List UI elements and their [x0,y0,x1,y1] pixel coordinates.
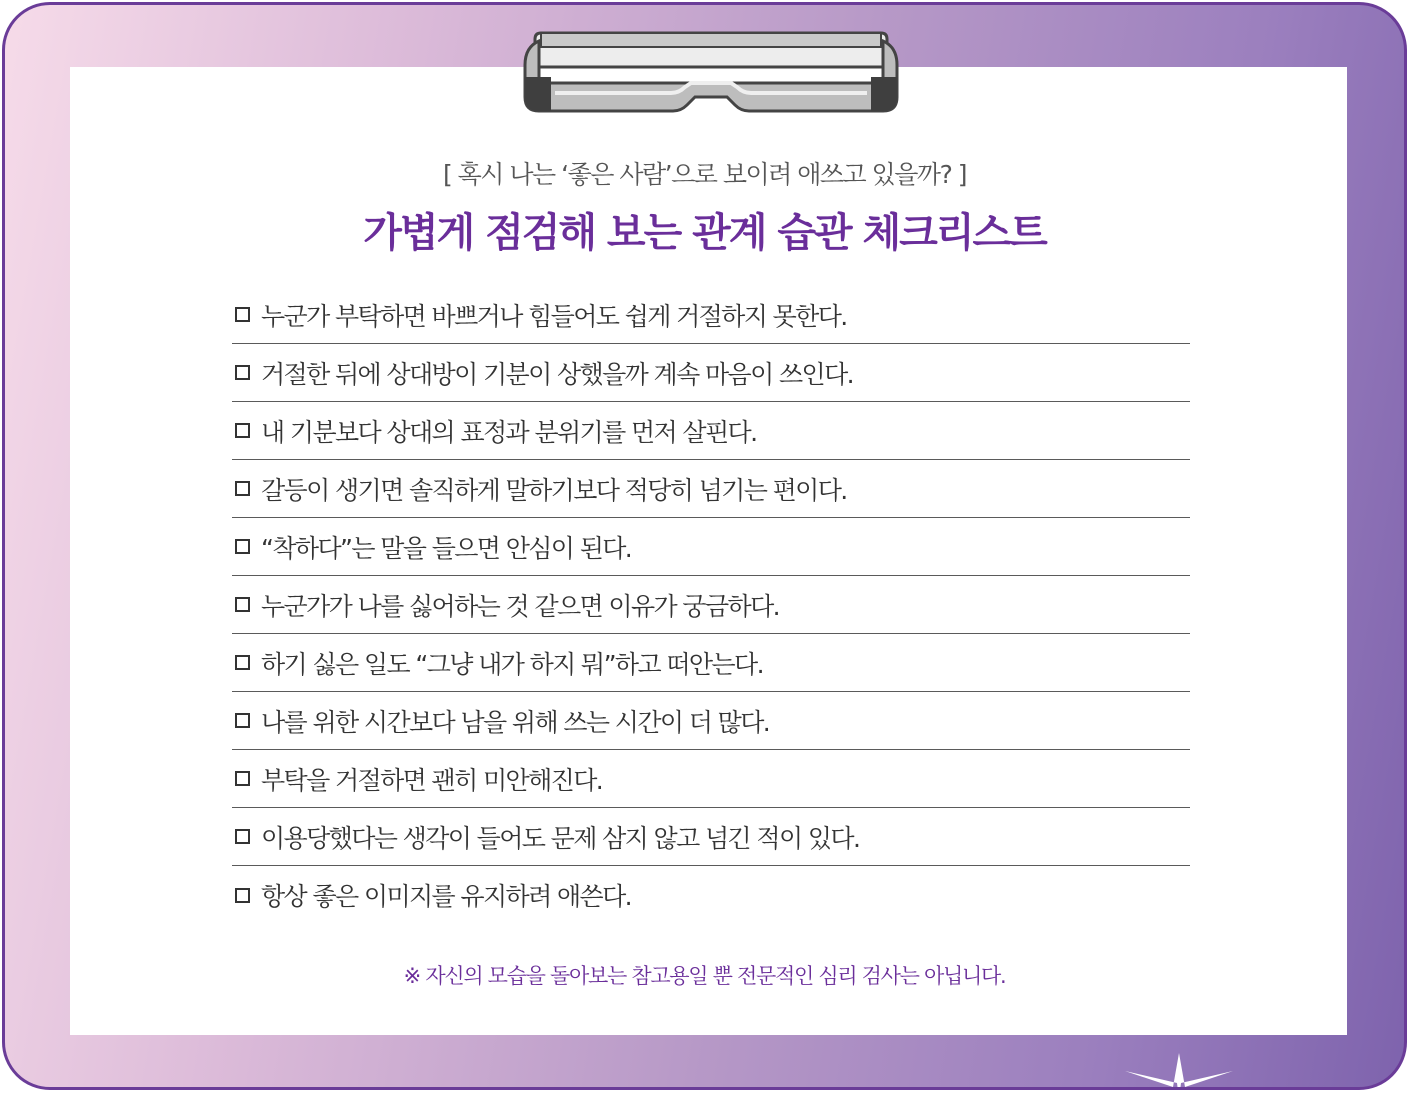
checklist-item[interactable] [232,460,1190,518]
checklist-item-text: 부탁을 거절하면 괜히 미안해진다. [261,765,603,795]
checklist-item-text: 하기 싫은 일도 “그냥 내가 하지 뭐”하고 떠안는다. [261,649,763,679]
empty-checkbox-icon[interactable] [235,597,250,612]
checklist-item[interactable] [232,866,1190,924]
disclaimer-note: ※ 자신의 모습을 돌아보는 참고용일 뿐 전문적인 심리 검사는 아닙니다. [403,964,1006,988]
page-title: 가볍게 점검해 보는 관계 습관 체크리스트 [363,210,1046,256]
empty-checkbox-icon[interactable] [235,481,250,496]
checklist-item-text: 이용당했다는 생각이 들어도 문제 삼지 않고 넘긴 적이 있다. [261,823,860,853]
sparkle-icon [1115,1053,1255,1090]
checklist-item[interactable] [232,286,1190,344]
checklist-item-text: “착하다”는 말을 들으면 안심이 된다. [261,533,632,563]
checklist-item-text: 내 기분보다 상대의 표정과 분위기를 먼저 살핀다. [261,417,757,447]
checklist-item[interactable] [232,402,1190,460]
checklist-item-text: 갈등이 생기면 솔직하게 말하기보다 적당히 넘기는 편이다. [261,475,847,505]
checklist-item[interactable] [232,576,1190,634]
checklist-item[interactable] [232,750,1190,808]
checklist-item-text: 누군가 부탁하면 바쁘거나 힘들어도 쉽게 거절하지 못한다. [261,301,847,331]
empty-checkbox-icon[interactable] [235,888,250,903]
checklist-item-text: 누군가가 나를 싫어하는 것 같으면 이유가 궁금하다. [261,591,779,621]
checklist-item[interactable] [232,808,1190,866]
checklist-item-text: 나를 위한 시간보다 남을 위해 쓰는 시간이 더 많다. [261,707,770,737]
checklist-item[interactable] [232,634,1190,692]
checklist-item[interactable] [232,518,1190,576]
empty-checkbox-icon[interactable] [235,539,250,554]
empty-checkbox-icon[interactable] [235,655,250,670]
empty-checkbox-icon[interactable] [235,713,250,728]
checklist-item-text: 거절한 뒤에 상대방이 기분이 상했을까 계속 마음이 쓰인다. [261,359,853,389]
checklist [232,286,1190,924]
clipboard-board [2,2,1407,1090]
clipboard-clip-icon [519,27,903,117]
empty-checkbox-icon[interactable] [235,423,250,438]
empty-checkbox-icon[interactable] [235,771,250,786]
empty-checkbox-icon[interactable] [235,829,250,844]
subtitle: [ 혹시 나는 ‘좋은 사람’으로 보이려 애쓰고 있을까? ] [442,160,967,189]
checklist-item-text: 항상 좋은 이미지를 유지하려 애쓴다. [261,882,631,911]
empty-checkbox-icon[interactable] [235,307,250,322]
checklist-item[interactable] [232,692,1190,750]
empty-checkbox-icon[interactable] [235,365,250,380]
checklist-item[interactable] [232,344,1190,402]
